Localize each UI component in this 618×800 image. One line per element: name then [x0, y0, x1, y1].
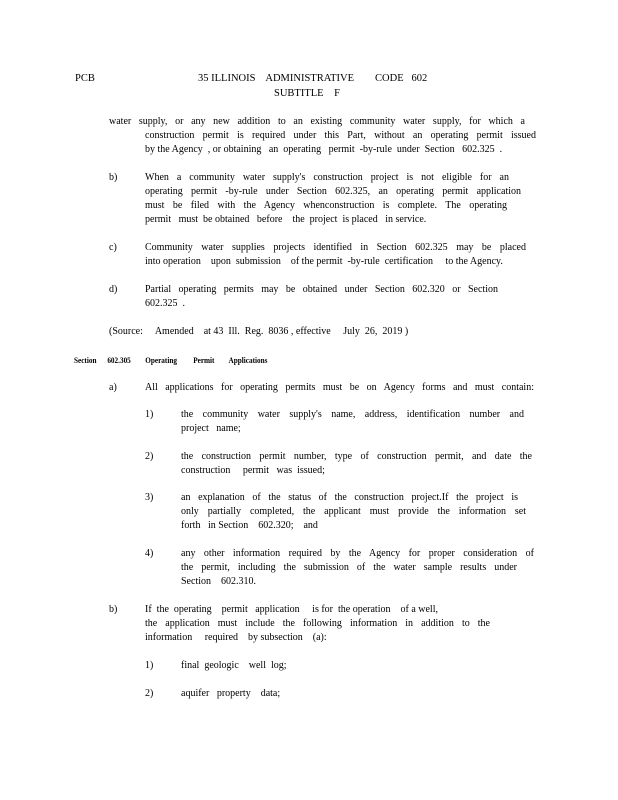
subitem-line: the community water supply's name, address, identification number and: [181, 409, 524, 420]
subitem-line: Section 602.310.: [181, 576, 256, 587]
subitem-line: forth in Section 602.320; and: [181, 520, 318, 531]
item-label: b): [109, 172, 118, 183]
subitem-line: only partially completed, the applicant must provide the information set: [181, 506, 526, 517]
item-line: operating permit -by-rule under Section 602.325, an operating permit application: [145, 186, 521, 197]
subitem-line: any other information required by the Agency for proper consideration of: [181, 548, 534, 559]
item-line: If the operating permit application is for the operation of a well,: [145, 604, 438, 615]
subitem-label: 2): [145, 688, 154, 699]
item-label: b): [109, 604, 118, 615]
intro-line: by the Agency , or obtaining an operating permit -by-rule under Section 602.325 .: [145, 144, 503, 155]
subitem-text: final geologic well log;: [181, 660, 287, 671]
item-line: Community water supplies projects identified in Section 602.325 may be placed: [145, 242, 526, 253]
subitem-text: aquifer property data;: [181, 688, 281, 699]
item-label: a): [109, 382, 117, 393]
intro-line: construction permit is required under this Part, without an operating permit issued: [145, 130, 536, 141]
item-label: d): [109, 284, 118, 295]
item-line: When a community water supply's construction project is not eligible for an: [145, 172, 509, 183]
item-line: the application must include the following information in addition to the: [145, 618, 490, 629]
subitem-line: the construction permit number, type of construction permit, and date the: [181, 451, 532, 462]
header-subtitle: SUBTITLE F: [274, 88, 340, 99]
item-line: information required by subsection (a):: [145, 632, 327, 643]
section-heading: Section 602.305 Operating Permit Applications: [74, 355, 268, 365]
subitem-line: the permit, including the submission of the water sample results under: [181, 562, 517, 573]
subitem-label: 3): [145, 492, 154, 503]
item-line: permit must be obtained before the project is placed in service.: [145, 214, 427, 225]
subitem-label: 1): [145, 409, 154, 420]
item-line: must be filed with the Agency whenconstruction is complete. The operating: [145, 200, 507, 211]
subitem-line: an explanation of the status of the construction project.If the project is: [181, 492, 518, 503]
item-label: c): [109, 242, 117, 253]
intro-line: water supply, or any new addition to an existing community water supply, for which a: [109, 116, 525, 127]
item-line: 602.325 .: [145, 298, 185, 309]
subitem-label: 2): [145, 451, 154, 462]
subitem-line: project name;: [181, 423, 241, 434]
subitem-label: 4): [145, 548, 154, 559]
item-line: Partial operating permits may be obtained under Section 602.320 or Section: [145, 284, 498, 295]
item-line: All applications for operating permits must be on Agency forms and must contain:: [145, 382, 534, 393]
header-left: PCB: [75, 73, 95, 84]
source-note: (Source: Amended at 43 Ill. Reg. 8036 , effective July 26, 2019 ): [109, 326, 409, 337]
header-title: 35 ILLINOIS ADMINISTRATIVE CODE 602: [198, 73, 428, 84]
subitem-label: 1): [145, 660, 154, 671]
item-line: into operation upon submission of the permit -by-rule certification to the Agency.: [145, 256, 503, 267]
subitem-line: construction permit was issued;: [181, 465, 325, 476]
